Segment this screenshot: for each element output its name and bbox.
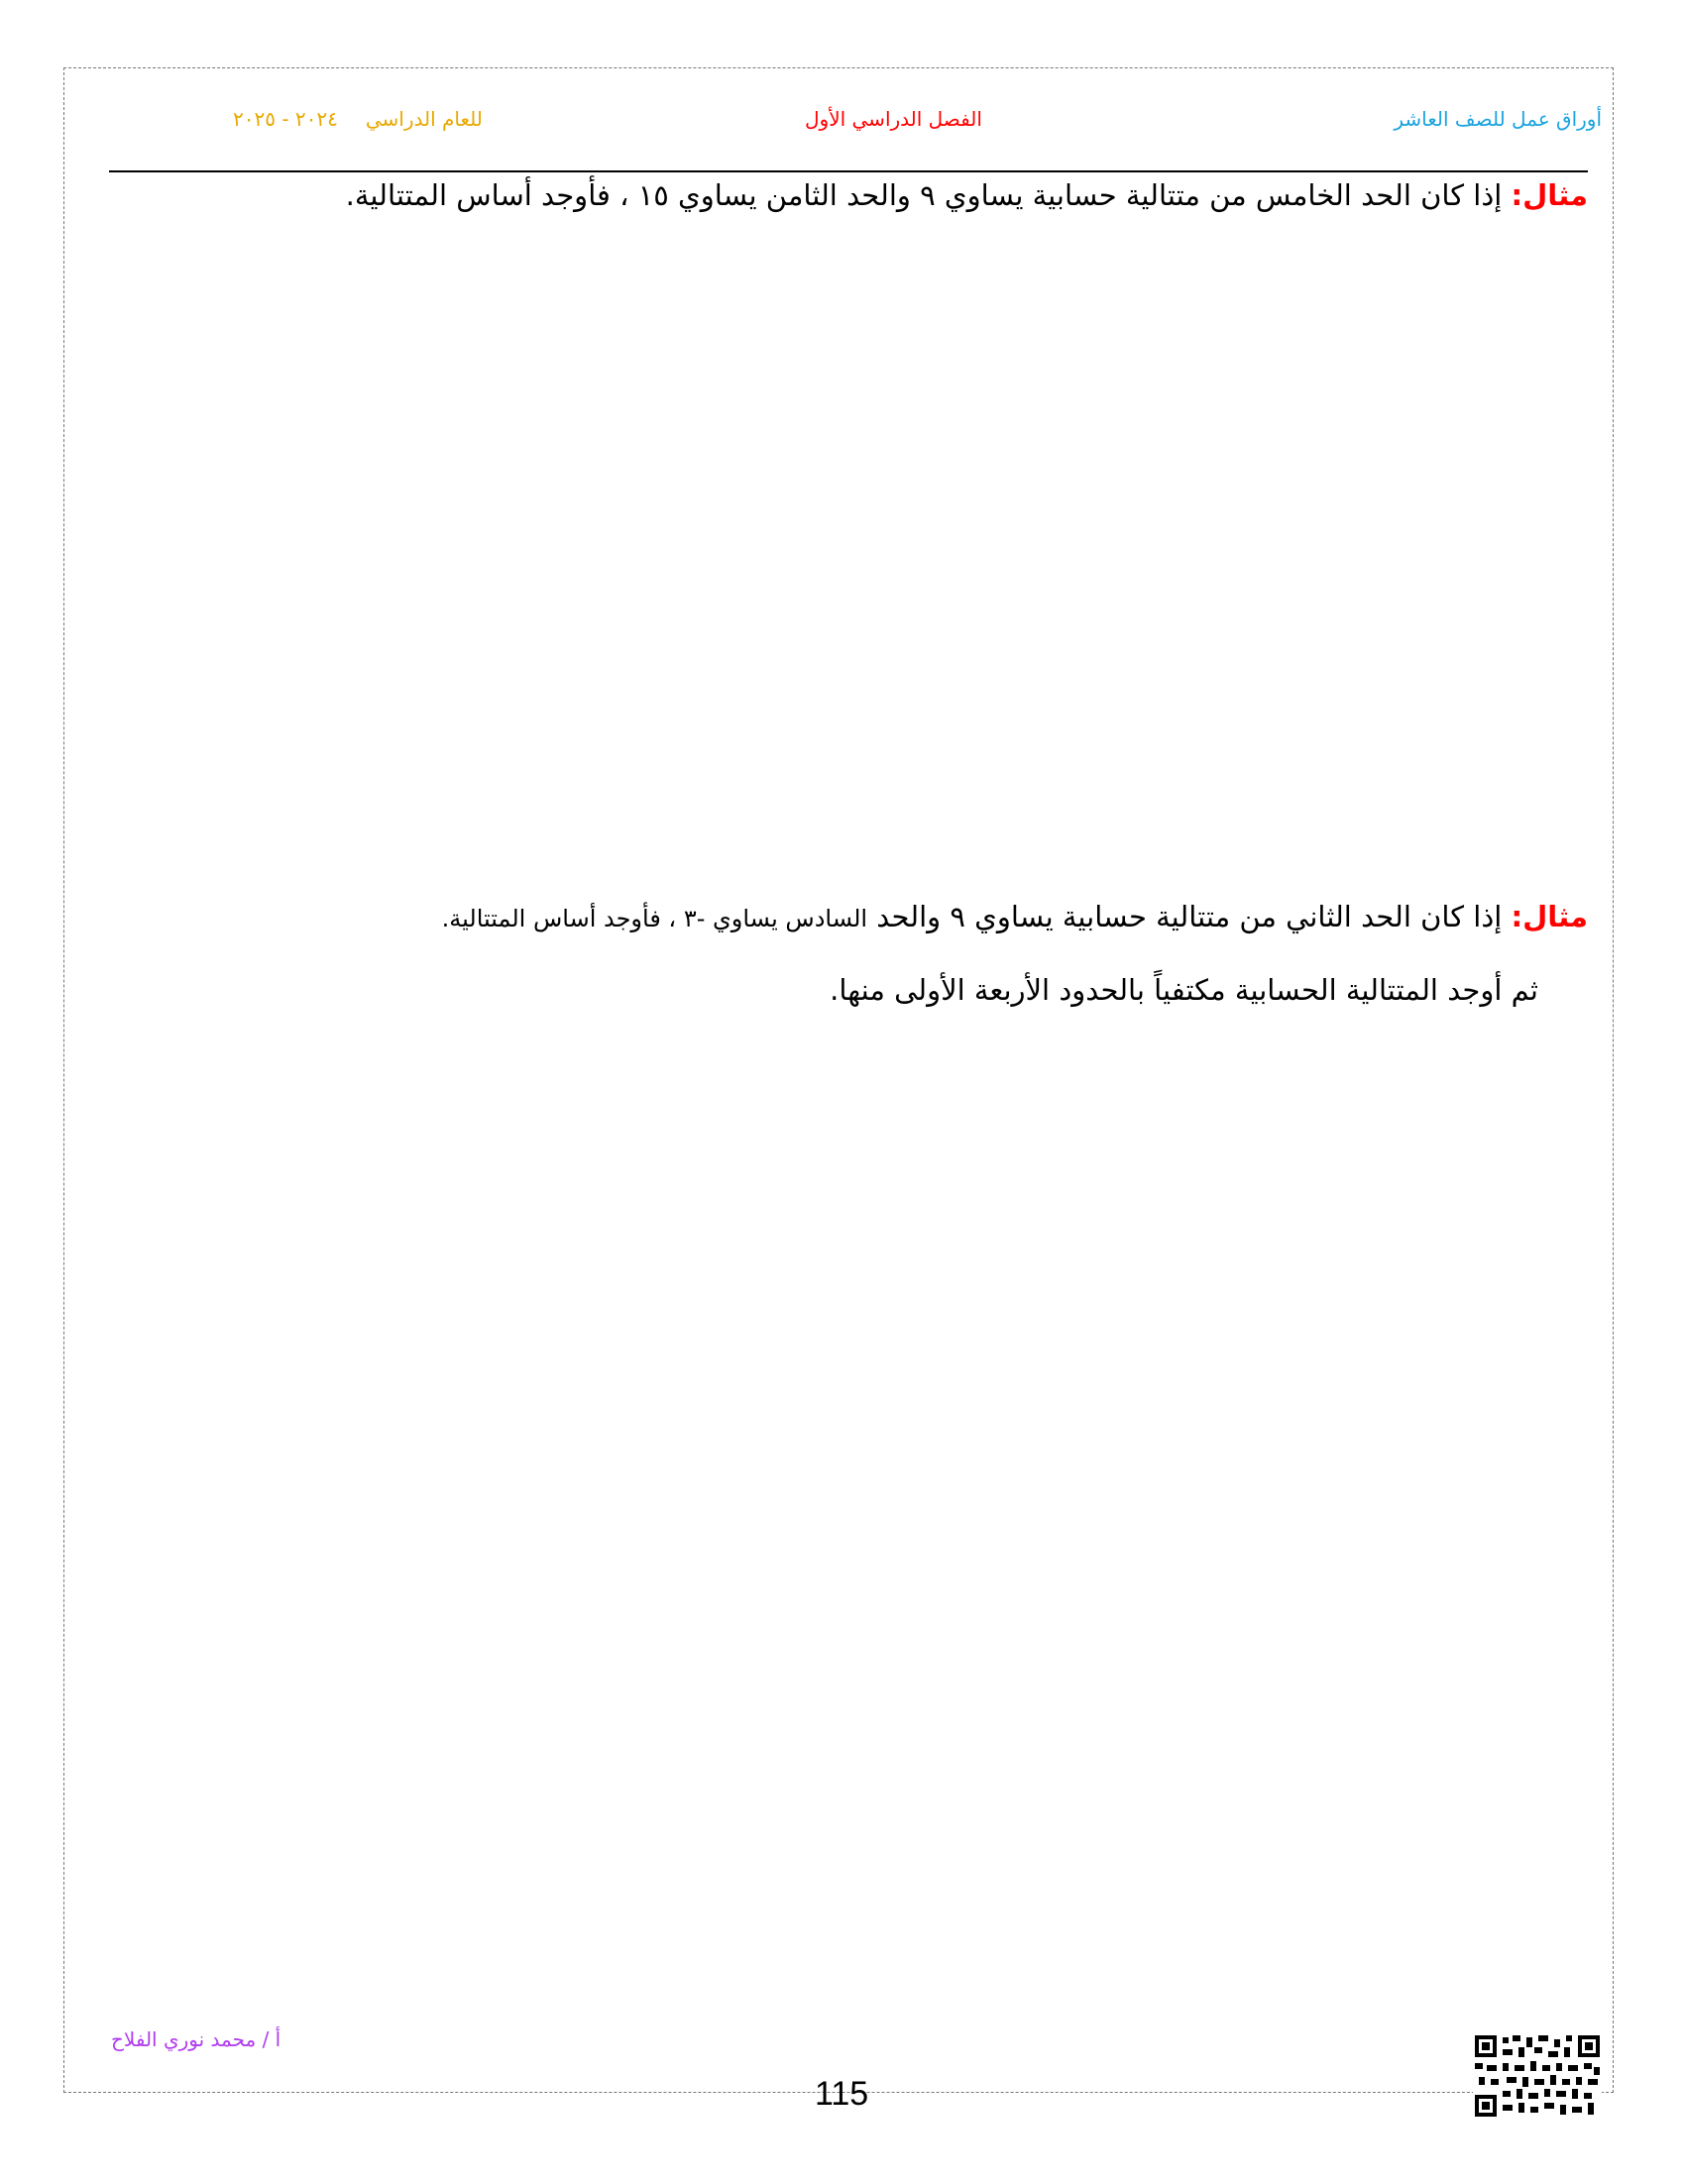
header-year-value: ٢٠٢٤ - ٢٠٢٥ [233,107,338,131]
qr-code-icon [1473,2033,1602,2119]
header-year-label: للعام الدراسي [365,107,483,131]
example-2 [442,900,1588,933]
author-name: أ / محمد نوري الفلاح [111,2027,281,2051]
header-grade-title: أوراق عمل للصف العاشر [1394,107,1602,131]
page-number: 115 [815,2075,869,2113]
example-2-continuation: ثم أوجد المتتالية الحسابية مكتفياً بالحدود الأربعة الأولى منها. [830,973,1538,1007]
example-1 [346,178,1588,212]
example-1-label: مثال: [1511,178,1588,212]
header-academic-year [233,107,483,131]
header-divider [109,170,1588,172]
example-2-text: إذا كان الحد الثاني من متتالية حسابية يساوي ٩ والحد [867,900,1512,933]
example-2-text-small: السادس يساوي -٣ ، فأوجد أساس المتتالية. [441,905,868,932]
page-frame [63,67,1614,2093]
header-semester: الفصل الدراسي الأول [805,107,982,131]
example-2-label: مثال: [1511,900,1588,933]
example-1-text: إذا كان الحد الخامس من متتالية حسابية يساوي ٩ والحد الثامن يساوي ١٥ ، فأوجد أساس المتتالية. [345,178,1512,212]
